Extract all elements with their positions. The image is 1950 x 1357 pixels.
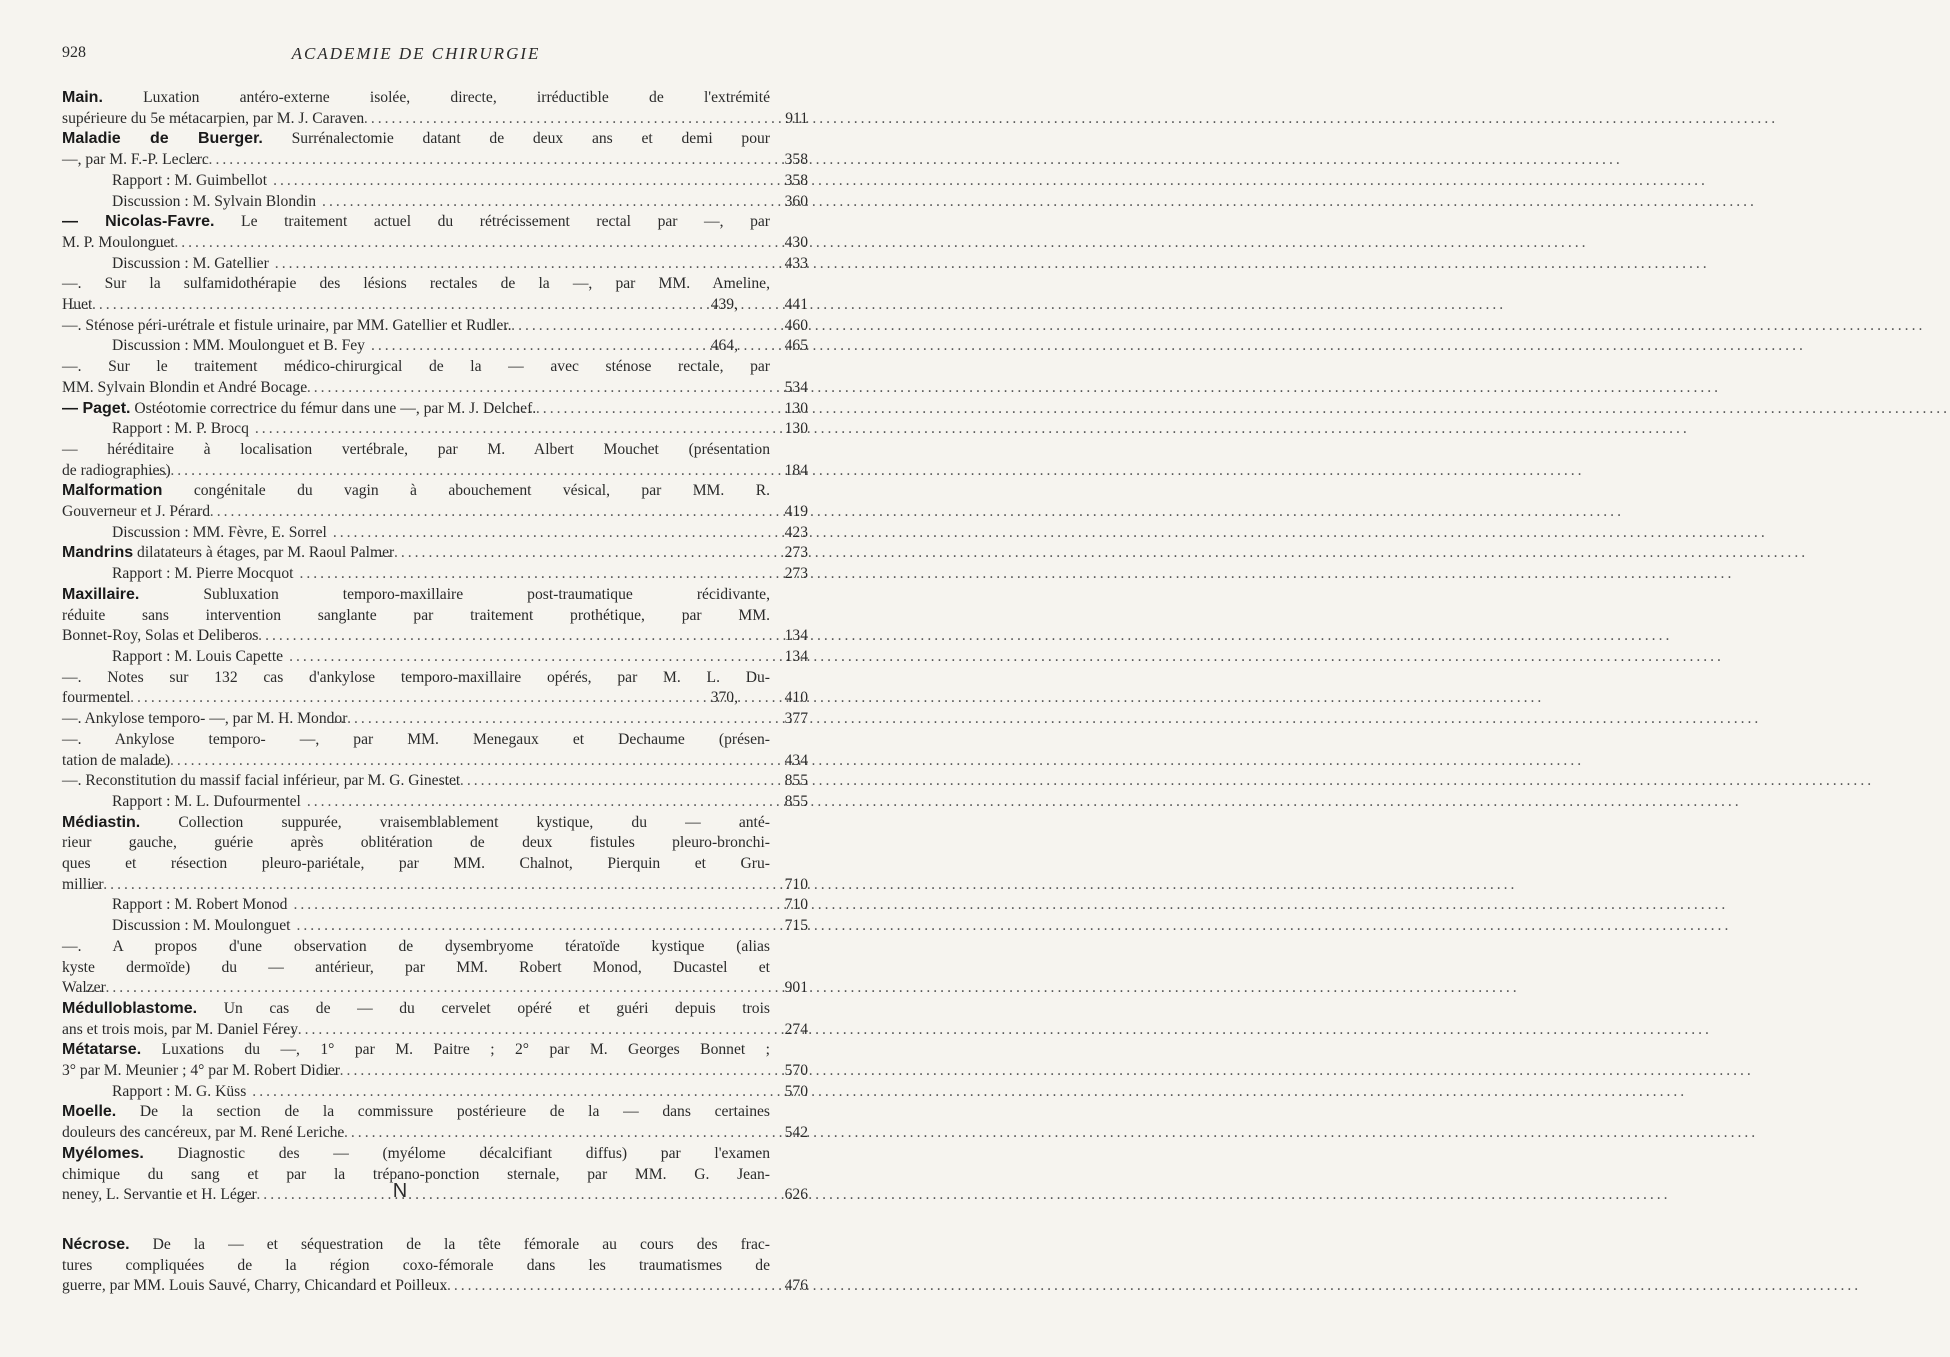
index-entry (62, 585, 808, 647)
entry-line: — héréditaire à localisation vertébrale, par M. Albert Mouchet (présentation (62, 440, 770, 458)
dot-leader (177, 461, 1585, 482)
entry-headword: Médiastin. (62, 813, 141, 831)
entry-text: neney, L. Servantie et H. Léger (62, 1186, 257, 1204)
index-entry (62, 481, 808, 522)
page-ref: 134 (784, 627, 808, 645)
entry-line (62, 316, 770, 337)
entry-line: chimique du sang et par la trépano-ponction sternale, par MM. G. Jean- (62, 1165, 770, 1183)
page-ref: 901 (784, 979, 808, 997)
entry-line: Médulloblastome. Un cas de — du cervelet opéré et guéri depuis trois (62, 999, 770, 1017)
index-entry (62, 171, 808, 192)
page-ref-a: 370, (710, 689, 738, 707)
dot-leader (181, 233, 1589, 254)
dot-leader (453, 1276, 1861, 1297)
page-reference (748, 751, 808, 772)
index-entry (62, 668, 808, 709)
dot-leader (273, 171, 1708, 192)
page-ref: 710 (784, 875, 808, 893)
entry-text: 3° par M. Meunier ; 4° par M. Robert Didier (62, 1062, 340, 1080)
index-entry (62, 937, 808, 999)
entry-line (62, 295, 770, 316)
page-ref: 570 (784, 1082, 808, 1100)
index-entry (62, 1082, 808, 1103)
page-ref: 911 (785, 109, 808, 127)
entry-line (62, 771, 770, 792)
entry-headword: Nécrose. (62, 1236, 130, 1253)
index-entry (62, 1102, 808, 1143)
page-reference (748, 647, 808, 668)
page-ref: 710 (784, 896, 808, 914)
entry-line: Métatarse. Luxations du —, 1° par M. Paitre ; 2° par M. Georges Bonnet ; (62, 1041, 770, 1059)
index-entry (62, 357, 808, 398)
index-entry (62, 1235, 808, 1297)
entry-line (62, 978, 770, 999)
page-ref: 273 (784, 544, 808, 562)
entry-line: Nécrose. De la — et séquestration de la tête fémorale au cours des frac- (62, 1236, 770, 1253)
entry-line (62, 751, 770, 772)
page-reference (748, 316, 808, 337)
entry-line (112, 171, 770, 192)
page-ref: 358 (784, 171, 808, 189)
entry-line: —. Notes sur 132 cas d'ankylose temporo-maxillaire opérés, par M. L. Du- (62, 668, 770, 686)
entry-text: millier (62, 875, 104, 893)
page-reference (748, 1276, 808, 1297)
page-ref-a: 439, (710, 296, 738, 314)
page-reference (748, 895, 808, 916)
page-ref: 358 (784, 151, 808, 169)
index-entry (62, 419, 808, 440)
page-ref: 465 (784, 337, 808, 355)
page-ref: 626 (784, 1186, 808, 1204)
entry-headword: Moelle. (62, 1103, 117, 1121)
page-reference (748, 1020, 808, 1041)
page-reference (748, 626, 808, 647)
index-entry (62, 254, 808, 275)
entry-headword: Métatarse. (62, 1041, 142, 1059)
page-ref: 570 (784, 1062, 808, 1080)
entry-line (62, 109, 770, 130)
page-reference (748, 233, 808, 254)
page-reference (748, 419, 808, 440)
entry-text: —. Reconstitution du massif facial inférieur, par M. G. Ginestet (62, 772, 461, 790)
page-ref: 433 (784, 254, 808, 272)
entry-line (62, 1123, 770, 1144)
entry-text: Discussion : MM. Fèvre, E. Sorrel (112, 523, 327, 541)
entry-text: Discussion : M. Sylvain Blondin (112, 192, 317, 210)
running-title: ACADEMIE DE CHIRURGIE (291, 44, 541, 63)
entry-text: Rapport : M. G. Küss (112, 1082, 247, 1100)
dot-leader (215, 150, 1623, 171)
entry-line: rieur gauche, guérie après oblitération de deux fistules pleuro-bronchi- (62, 834, 770, 852)
index-entry (62, 771, 808, 792)
page-ref: 419 (784, 503, 808, 521)
entry-line: —. Sur le traitement médico-chirurgical de la — avec sténose rectale, par (62, 358, 770, 376)
dot-leader (216, 502, 1624, 523)
page-ref: 855 (784, 792, 808, 810)
page-reference (710, 336, 808, 357)
entry-line (112, 792, 770, 813)
index-entry (62, 999, 808, 1040)
index-entry (62, 440, 808, 481)
page-reference (748, 709, 808, 730)
index-entry (62, 730, 808, 771)
entry-line: —. A propos d'une observation de dysembryome tératoïde kystique (alias (62, 937, 770, 955)
entry-line: Moelle. De la section de la commissure postérieure de la — dans certaines (62, 1103, 770, 1121)
entry-text: — Paget. Ostéotomie correctrice du fémur dans une —, par M. J. Delchef. (62, 399, 537, 417)
entry-text: Discussion : MM. Moulonguet et B. Fey (112, 337, 365, 355)
entry-line: Maxillaire. Subluxation temporo-maxillaire post-traumatique récidivante, (62, 585, 770, 603)
index-entry (62, 129, 808, 170)
page-reference (748, 171, 808, 192)
page-ref: 273 (784, 565, 808, 583)
dot-leader (322, 192, 1757, 213)
dot-leader (293, 895, 1728, 916)
page-ref: 410 (784, 689, 808, 707)
entry-line: —. Ankylose temporo- —, par MM. Menegaux et Dechaume (présen- (62, 730, 770, 748)
entry-text: Rapport : M. P. Brocq (112, 420, 249, 438)
entry-text: guerre, par MM. Louis Sauvé, Charry, Chicandard et Poilleux (62, 1277, 448, 1295)
page-reference (748, 399, 808, 420)
entry-headword: — Nicolas-Favre. (62, 213, 215, 231)
page-ref: 130 (784, 420, 808, 438)
page-ref: 460 (784, 316, 808, 334)
page-reference (748, 543, 808, 564)
dot-leader (299, 564, 1734, 585)
entry-line: Main. Luxation antéro-externe isolée, directe, irréductible de l'extrémité (62, 89, 770, 106)
entry-line: tures compliquées de la région coxo-fémorale dans les traumatismes de (62, 1256, 770, 1274)
entry-line (112, 254, 770, 275)
index-entries-n (62, 1235, 808, 1297)
entry-text: —. Sténose péri-urétrale et fistule urinaire, par MM. Gatellier et Rudler. (62, 316, 512, 334)
entry-text: Rapport : M. Pierre Mocquot (112, 565, 294, 583)
dot-leader (517, 316, 1925, 337)
entry-line (62, 1276, 770, 1297)
page-ref: 274 (784, 1020, 808, 1038)
entry-text: Discussion : M. Gatellier (112, 254, 269, 272)
entry-line (112, 192, 770, 213)
entry-line (62, 502, 770, 523)
page-ref: 434 (784, 751, 808, 769)
page-ref: 377 (784, 710, 808, 728)
entry-headword: Maxillaire. (62, 585, 140, 603)
entry-line: réduite sans intervention sanglante par traitement prothétique, par MM. (62, 606, 770, 624)
entry-line (112, 419, 770, 440)
entry-line (62, 399, 770, 420)
index-entry (62, 316, 808, 337)
running-header (62, 44, 770, 68)
entry-line (62, 688, 770, 709)
index-entry (62, 564, 808, 585)
page-ref: 441 (784, 296, 808, 314)
index-entry (62, 336, 808, 357)
dot-leader (370, 109, 1778, 130)
dot-leader (176, 751, 1584, 772)
entry-text: Rapport : M. L. Dufourmentel (112, 792, 301, 810)
page-ref: 430 (784, 233, 808, 251)
page-reference (748, 109, 808, 130)
dot-leader (275, 254, 1710, 275)
entry-text: tation de malade) (62, 751, 171, 769)
page-reference (748, 1082, 808, 1103)
page-reference (748, 150, 808, 171)
page-ref: 134 (784, 647, 808, 665)
index-entry (62, 212, 808, 253)
entry-text: douleurs des cancéreux, par M. René Leriche (62, 1124, 345, 1142)
index-entry (62, 895, 808, 916)
entry-headword: Main. (62, 89, 103, 106)
page-reference (748, 1061, 808, 1082)
index-entry (62, 916, 808, 937)
dot-leader (333, 523, 1768, 544)
page-ref: 715 (784, 917, 808, 935)
entry-text: fourmentel (62, 689, 131, 707)
entry-line: — Nicolas-Favre. Le traitement actuel du rétrécissement rectal par —, par (62, 213, 771, 231)
page-reference (748, 254, 808, 275)
page-ref: 184 (784, 461, 808, 479)
dot-leader (353, 709, 1761, 730)
entry-line: ques et résection pleuro-pariétale, par MM. Chalnot, Pierquin et Gru- (62, 855, 770, 873)
entry-line (62, 1061, 770, 1082)
entry-text: Rapport : M. Guimbellot (112, 171, 268, 189)
page-reference (748, 978, 808, 999)
entry-line: Maladie de Buerger. Surrénalectomie datant de deux ans et demi pour (62, 130, 770, 148)
dot-leader (289, 647, 1724, 668)
index-entry (62, 792, 808, 813)
entry-text: supérieure du 5e métacarpien, par M. J. Caraven (62, 109, 365, 127)
entry-text: Rapport : M. Robert Monod (112, 896, 288, 914)
entry-line (112, 895, 770, 916)
entry-text: Bonnet-Roy, Solas et Deliberos (62, 627, 259, 645)
entry-line (112, 1082, 770, 1103)
entry-line (112, 647, 770, 668)
entry-line: kyste dermoïde) du — antérieur, par MM. Robert Monod, Ducastel et (62, 958, 770, 976)
page-reference (748, 916, 808, 937)
page-reference (748, 771, 808, 792)
entry-headword: — Paget. (62, 399, 131, 417)
dot-leader (371, 336, 1806, 357)
entry-text: ans et trois mois, par M. Daniel Férey (62, 1020, 299, 1038)
page-ref: 130 (784, 399, 808, 417)
entry-line (112, 523, 770, 544)
page-ref: 855 (784, 772, 808, 790)
section-letter: N (392, 1180, 408, 1202)
dot-leader (296, 916, 1731, 937)
page-number: 928 (62, 44, 86, 61)
dot-leader (110, 875, 1518, 896)
page-reference (748, 502, 808, 523)
entry-headword: Mandrins (62, 544, 134, 562)
entry-text: Gouverneur et J. Pérard (62, 503, 211, 521)
index-entry (62, 647, 808, 668)
entry-text: Rapport : M. Louis Capette (112, 647, 284, 665)
page-reference (748, 461, 808, 482)
entry-line: Myélomes. Diagnostic des — (myélome décalcifiant diffus) par l'examen (62, 1144, 770, 1162)
page-reference (748, 792, 808, 813)
dot-leader (304, 1020, 1712, 1041)
page-ref: 476 (784, 1277, 808, 1295)
dot-leader (136, 688, 1544, 709)
entry-headword: Myélomes. (62, 1144, 144, 1162)
index-entry (62, 192, 808, 213)
index-entry (62, 709, 808, 730)
entry-line (62, 378, 770, 399)
page-reference (748, 564, 808, 585)
entry-text: Huet (62, 296, 93, 314)
dot-leader (400, 543, 1808, 564)
page-reference (710, 295, 808, 316)
page-ref: 423 (784, 523, 808, 541)
page-reference (710, 688, 808, 709)
page-ref: 534 (784, 378, 808, 396)
page-reference (748, 523, 808, 544)
entry-line (62, 461, 770, 482)
page-reference (748, 875, 808, 896)
index-entry (62, 399, 808, 420)
page-reference (748, 1123, 808, 1144)
index-entry (62, 88, 808, 129)
page-ref-a: 464, (710, 337, 738, 355)
index-entry (62, 1040, 808, 1081)
entry-line (62, 150, 770, 171)
entry-line (62, 543, 770, 564)
index-entry (62, 523, 808, 544)
index-entry (62, 813, 808, 896)
entry-line (62, 875, 770, 896)
page-ref: 360 (784, 192, 808, 210)
entry-text: M. P. Moulonguet (62, 233, 175, 251)
dot-leader (466, 771, 1874, 792)
index-entries (62, 88, 808, 1206)
entry-line (62, 1020, 770, 1041)
dot-leader (350, 1123, 1758, 1144)
page-ref: 542 (784, 1124, 808, 1142)
entry-headword: Malformation (62, 482, 163, 500)
entry-line (112, 564, 770, 585)
entry-line: Malformation congénitale du vagin à abouchement vésical, par MM. R. (62, 482, 770, 500)
entry-text: MM. Sylvain Blondin et André Bocage (62, 378, 308, 396)
entry-line (62, 626, 770, 647)
entry-line (62, 233, 770, 254)
entry-text: de radiographies) (62, 461, 171, 479)
entry-line (112, 916, 770, 937)
entry-line (112, 336, 770, 357)
entry-line (62, 709, 770, 730)
dot-leader (264, 626, 1672, 647)
dot-leader (252, 1082, 1687, 1103)
entry-text: Mandrins dilatateurs à étages, par M. Raoul Palmer (62, 544, 395, 562)
dot-leader (112, 978, 1520, 999)
entry-text: —. Ankylose temporo- —, par M. H. Mondor (62, 710, 348, 728)
dot-leader (313, 378, 1721, 399)
entry-text: —, par M. F.-P. Leclerc (62, 151, 209, 169)
page-reference (748, 378, 808, 399)
index-entry (62, 274, 808, 315)
dot-leader (307, 792, 1742, 813)
entry-headword: Médulloblastome. (62, 999, 198, 1017)
dot-leader (346, 1061, 1754, 1082)
index-entry (62, 543, 808, 564)
dot-leader (255, 419, 1690, 440)
page-reference (748, 192, 808, 213)
entry-line: Médiastin. Collection suppurée, vraisemblablement kystique, du — anté- (62, 813, 770, 831)
entry-text: Discussion : M. Moulonguet (112, 917, 291, 935)
entry-headword: Maladie de Buerger. (62, 130, 263, 148)
entry-text: Walzer (62, 979, 106, 997)
entry-line: —. Sur la sulfamidothérapie des lésions rectales de la —, par MM. Ameline, (62, 275, 770, 293)
